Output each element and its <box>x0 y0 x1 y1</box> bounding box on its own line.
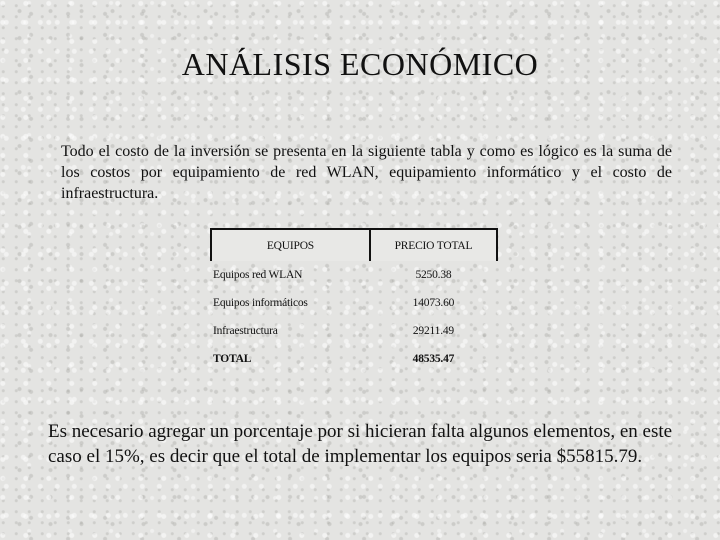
intro-paragraph: Todo el costo de la inversión se presenta en la siguiente tabla y como es lógico es la suma de los costos por equipamiento de red WLAN, equipamiento informático y el costo de infraestructura. <box>61 143 672 202</box>
row-item-price: 29211.49 <box>412 325 454 337</box>
table-row <box>211 317 497 345</box>
table-row <box>211 289 497 317</box>
total-label: TOTAL <box>213 353 252 365</box>
row-item-price: 5250.38 <box>415 269 452 281</box>
table-total-row <box>211 345 497 373</box>
closing-paragraph: Es necesario agregar un porcentaje por si hicieran falta algunos elementos, en este caso el 15%, es decir que el total de implementar los equipos seria $55815.79. <box>48 421 673 467</box>
row-item-name: Infraestructura <box>213 325 278 337</box>
row-item-name: Equipos red WLAN <box>213 269 303 281</box>
total-value: 48535.47 <box>412 353 455 365</box>
table-row <box>211 261 497 289</box>
slide-title: ANÁLISIS ECONÓMICO <box>181 46 539 82</box>
row-item-name: Equipos informáticos <box>213 297 308 309</box>
cost-table <box>210 228 498 373</box>
header-equipos: EQUIPOS <box>211 229 370 261</box>
row-item-price: 14073.60 <box>412 297 455 309</box>
table-header-row <box>211 229 497 261</box>
header-precio-total: PRECIO TOTAL <box>370 229 497 261</box>
